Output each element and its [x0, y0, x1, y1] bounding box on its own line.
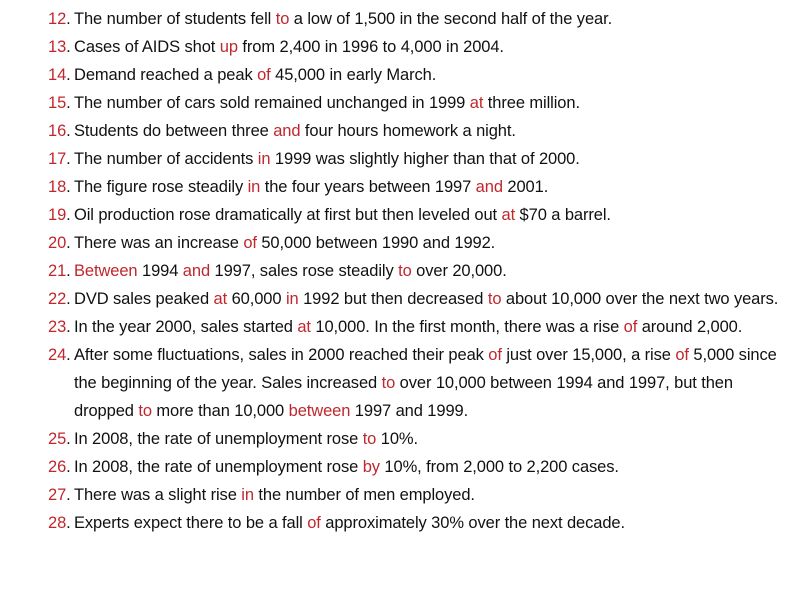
sentence-text: Students do between three — [74, 122, 274, 140]
sentence-text: 2001. — [502, 178, 549, 196]
highlighted-preposition: in — [247, 178, 261, 196]
list-item-23 — [48, 313, 783, 341]
highlighted-preposition: at — [213, 290, 228, 308]
item-number — [48, 313, 74, 341]
list-item-16 — [48, 117, 783, 145]
sentence-text: There was a slight rise — [74, 486, 242, 504]
highlighted-preposition: between — [288, 402, 351, 420]
item-number-dot: . — [66, 346, 71, 364]
item-sentence — [74, 229, 783, 257]
sentence-text: Demand reached a peak — [74, 66, 258, 84]
sentence-text: 5,000 since the beginning of the year. Sales increased — [74, 346, 777, 392]
item-number-value: 28 — [48, 514, 67, 532]
highlighted-preposition: in — [257, 150, 271, 168]
item-number — [48, 61, 74, 89]
sentence-text: the number of men employed. — [253, 486, 475, 504]
highlighted-preposition: by — [362, 458, 380, 476]
item-number-value: 18 — [48, 178, 67, 196]
sentence-text: over 10,000 between 1994 and 1997, but then dropped — [74, 374, 733, 420]
list-item-13 — [48, 33, 783, 61]
list-item-28 — [48, 509, 783, 537]
highlighted-preposition: to — [275, 10, 290, 28]
highlighted-preposition: to — [381, 374, 396, 392]
item-number-dot: . — [66, 150, 71, 168]
item-number-value: 17 — [48, 150, 67, 168]
highlighted-preposition: at — [469, 94, 484, 112]
item-number-dot: . — [66, 206, 71, 224]
item-number — [48, 173, 74, 201]
sentence-text: Cases of AIDS shot — [74, 38, 220, 56]
sentence-text: In 2008, the rate of unemployment rose — [74, 430, 363, 448]
highlighted-preposition: at — [501, 206, 516, 224]
numbered-sentence-list — [48, 5, 783, 537]
sentence-text: more than 10,000 — [151, 402, 289, 420]
item-number-value: 15 — [48, 94, 67, 112]
item-number-value: 22 — [48, 290, 67, 308]
highlighted-preposition: to — [138, 402, 152, 420]
item-sentence — [74, 453, 783, 481]
item-number-dot: . — [66, 430, 71, 448]
item-sentence — [74, 117, 783, 145]
item-number-value: 21 — [48, 262, 67, 280]
list-item-21 — [48, 257, 783, 285]
item-sentence — [74, 89, 783, 117]
item-number — [48, 145, 74, 173]
highlighted-preposition: in — [241, 486, 254, 504]
item-sentence — [74, 201, 783, 229]
item-sentence — [74, 425, 783, 453]
item-sentence — [74, 5, 783, 33]
item-sentence — [74, 33, 783, 61]
list-item-27 — [48, 481, 783, 509]
item-number — [48, 5, 74, 33]
highlighted-preposition: of — [257, 66, 271, 84]
sentence-text: 10,000. In the first month, there was a rise — [310, 318, 624, 336]
list-item-20 — [48, 229, 783, 257]
sentence-text: There was an increase — [74, 234, 244, 252]
list-item-17 — [48, 145, 783, 173]
list-item-18 — [48, 173, 783, 201]
item-number — [48, 341, 74, 369]
sentence-text: After some fluctuations, sales in 2000 reached their peak — [74, 346, 489, 364]
sentence-text: The number of cars sold remained unchanged in 1999 — [74, 94, 470, 112]
sentence-text: The number of students fell — [74, 10, 276, 28]
item-number-dot: . — [66, 486, 71, 504]
item-number-dot: . — [66, 66, 71, 84]
highlighted-preposition: of — [623, 318, 638, 336]
sentence-text: 1992 but then decreased — [298, 290, 488, 308]
sentence-text: Experts expect there to be a fall — [74, 514, 308, 532]
item-number-dot: . — [66, 94, 71, 112]
item-number — [48, 425, 74, 453]
item-sentence — [74, 509, 783, 537]
item-sentence — [74, 61, 783, 89]
highlighted-preposition: of — [488, 346, 502, 364]
item-sentence — [74, 285, 783, 313]
item-number — [48, 117, 74, 145]
sentence-text: 1994 — [137, 262, 183, 280]
item-number-dot: . — [66, 10, 71, 28]
highlighted-preposition: to — [362, 430, 377, 448]
list-item-26 — [48, 453, 783, 481]
sentence-text: 10%. — [376, 430, 418, 448]
item-number-value: 16 — [48, 122, 67, 140]
list-item-12 — [48, 5, 783, 33]
sentence-text: $70 a barrel. — [515, 206, 611, 224]
highlighted-preposition: at — [297, 318, 311, 336]
item-sentence — [74, 257, 783, 285]
highlighted-preposition: and — [273, 122, 301, 140]
highlighted-preposition: and — [475, 178, 503, 196]
sentence-text: over 20,000. — [411, 262, 507, 280]
item-sentence — [74, 481, 783, 509]
sentence-text: In 2008, the rate of unemployment rose — [74, 458, 363, 476]
item-sentence — [74, 145, 783, 173]
highlighted-preposition: to — [398, 262, 412, 280]
sentence-text: the four years between 1997 — [260, 178, 476, 196]
item-number — [48, 481, 74, 509]
item-number-dot: . — [66, 318, 71, 336]
item-number-value: 27 — [48, 486, 67, 504]
item-number — [48, 229, 74, 257]
sentence-text: DVD sales peaked — [74, 290, 214, 308]
item-number-value: 20 — [48, 234, 67, 252]
highlighted-preposition: of — [307, 514, 321, 532]
item-number-value: 19 — [48, 206, 67, 224]
item-number-dot: . — [66, 262, 71, 280]
sentence-text: approximately 30% over the next decade. — [320, 514, 625, 532]
sentence-text: around 2,000. — [637, 318, 743, 336]
item-number-dot: . — [66, 458, 71, 476]
item-number-dot: . — [66, 178, 71, 196]
item-number-dot: . — [66, 234, 71, 252]
sentence-text: 1999 was slightly higher than that of 2000. — [270, 150, 580, 168]
sentence-text: from 2,400 in 1996 to 4,000 in 2004. — [237, 38, 504, 56]
item-number-value: 14 — [48, 66, 67, 84]
item-number-value: 24 — [48, 346, 67, 364]
highlighted-preposition: of — [675, 346, 689, 364]
item-number-value: 23 — [48, 318, 67, 336]
sentence-text: Oil production rose dramatically at first but then leveled out — [74, 206, 502, 224]
sentence-text: 1997, sales rose steadily — [210, 262, 399, 280]
sentence-text: a low of 1,500 in the second half of the year. — [289, 10, 613, 28]
item-number — [48, 453, 74, 481]
sentence-text: In the year 2000, sales started — [74, 318, 298, 336]
highlighted-preposition: Between — [74, 262, 138, 280]
highlighted-preposition: and — [182, 262, 211, 280]
sentence-text: four hours homework a night. — [300, 122, 516, 140]
sentence-text: about 10,000 over the next two years. — [501, 290, 779, 308]
item-number-dot: . — [66, 290, 71, 308]
item-number-dot: . — [66, 514, 71, 532]
item-number-dot: . — [66, 122, 71, 140]
highlighted-preposition: to — [487, 290, 502, 308]
item-number-dot: . — [66, 38, 71, 56]
list-item-24 — [48, 341, 783, 425]
sentence-text: The figure rose steadily — [74, 178, 248, 196]
sentence-text: 50,000 between 1990 and 1992. — [256, 234, 496, 252]
sentence-text: three million. — [483, 94, 580, 112]
sentence-text: just over 15,000, a rise — [501, 346, 676, 364]
sentence-text: The number of accidents — [74, 150, 258, 168]
item-number-value: 12 — [48, 10, 67, 28]
list-item-25 — [48, 425, 783, 453]
item-number — [48, 257, 74, 285]
list-item-22 — [48, 285, 783, 313]
item-sentence — [74, 313, 783, 341]
item-number — [48, 509, 74, 537]
list-item-15 — [48, 89, 783, 117]
highlighted-preposition: of — [243, 234, 257, 252]
sentence-text: 1997 and 1999. — [350, 402, 469, 420]
item-number — [48, 285, 74, 313]
highlighted-preposition: up — [219, 38, 238, 56]
item-number-value: 25 — [48, 430, 67, 448]
item-sentence — [74, 173, 783, 201]
item-number-value: 13 — [48, 38, 67, 56]
sentence-text: 45,000 in early March. — [270, 66, 437, 84]
list-item-14 — [48, 61, 783, 89]
list-item-19 — [48, 201, 783, 229]
item-number-value: 26 — [48, 458, 67, 476]
item-sentence — [74, 341, 783, 425]
item-number — [48, 33, 74, 61]
item-number — [48, 89, 74, 117]
sentence-text: 10%, from 2,000 to 2,200 cases. — [379, 458, 619, 476]
sentence-text: 60,000 — [227, 290, 286, 308]
highlighted-preposition: in — [285, 290, 299, 308]
item-number — [48, 201, 74, 229]
